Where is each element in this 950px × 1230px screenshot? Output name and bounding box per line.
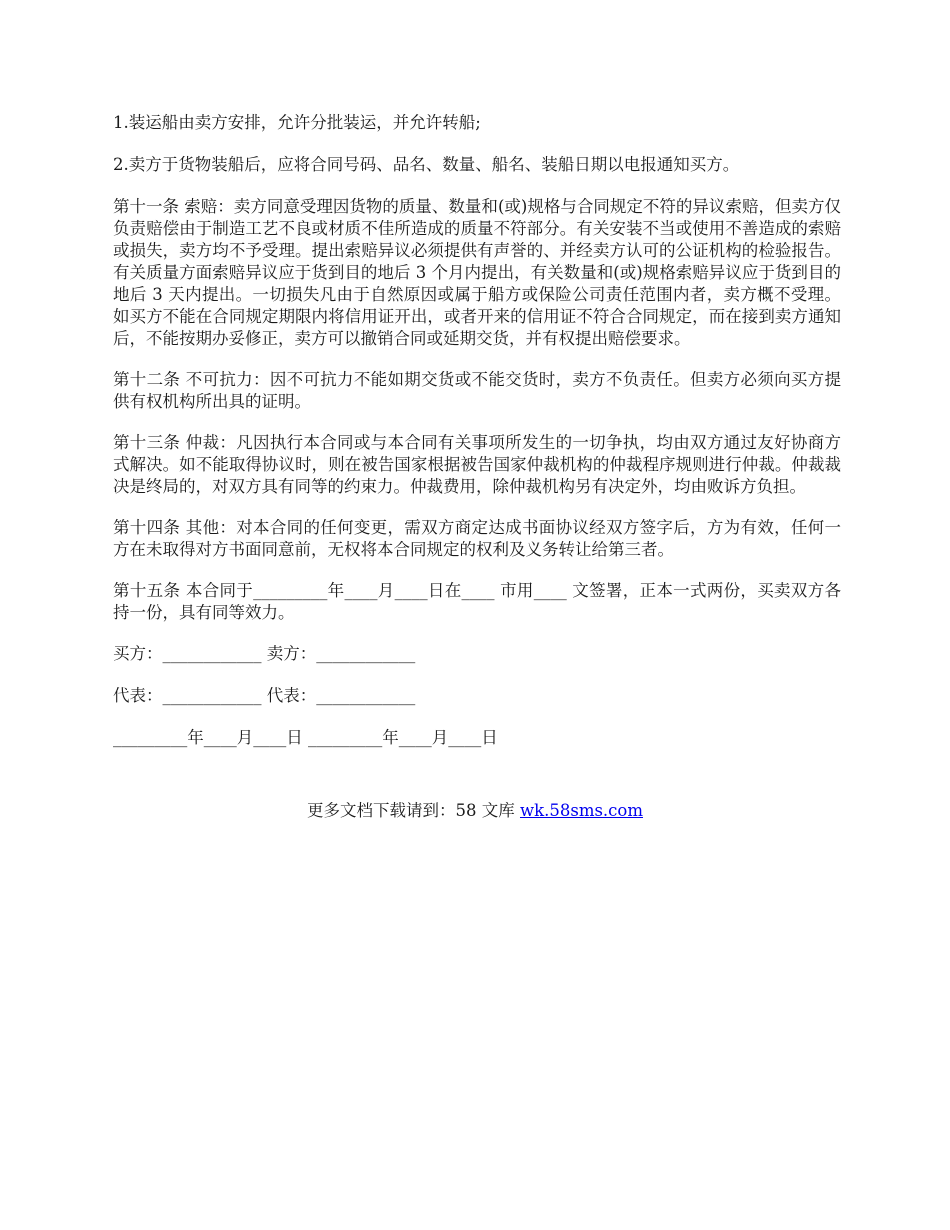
paragraph-article-15-signing: 第十五条 本合同于_________年____月____日在____ 市用____ 文签署，正本一式两份，买卖双方各持一份，具有同等效力。 xyxy=(113,581,841,622)
paragraph-article-11-claims: 第十一条 索赔：卖方同意受理因货物的质量、数量和(或)规格与合同规定不符的异议索赔，但卖方仅负责赔偿由于制造工艺不良或材质不佳所造成的质量不符部分。有关安装不当或使用不善造成的索赔或损失，卖方均不予受理。提出索赔异议必须提供有声誉的、并经卖方认可的公证机构的检验报告。有关质量方面索赔异议应于货到目的地后 3 个月内提出，有关数量和(或)规格索赔异议应于货到目的地后 3 天内提出。一切损失凡由于自然原因或属于船方或保险公司责任范围内者，卖方概不受理。如买方不能在合同规定期限内将信用证开出，或者开来的信用证不符合合同规定，而在接到卖方通知后，不能按期办妥修正，卖方可以撤销合同或延期交货，并有权提出赔偿要求。 xyxy=(113,197,841,348)
footer xyxy=(0,800,950,822)
paragraph-shipment-notice: 2.卖方于货物装船后，应将合同号码、品名、数量、船名、装船日期以电报通知买方。 xyxy=(113,155,740,174)
signature-line-parties: 买方：____________ 卖方：____________ xyxy=(113,644,416,663)
signature-line-representatives: 代表：____________ 代表：____________ xyxy=(113,686,416,705)
signature-line-dates: _________年____月____日 _________年____月____日 xyxy=(113,728,498,747)
paragraph-article-13-arbitration: 第十三条 仲裁：凡因执行本合同或与本合同有关事项所发生的一切争执，均由双方通过友好协商方式解决。如不能取得协议时，则在被告国家根据被告国家仲裁机构的仲裁程序规则进行仲裁。仲裁裁决是终局的，对双方具有同等的约束力。仲裁费用，除仲裁机构另有决定外，均由败诉方负担。 xyxy=(113,433,841,496)
document-body xyxy=(113,112,841,769)
paragraph-shipment-arrangement: 1.装运船由卖方安排，允许分批装运，并允许转船; xyxy=(113,113,481,132)
paragraph-article-12-force-majeure: 第十二条 不可抗力：因不可抗力不能如期交货或不能交货时，卖方不负责任。但卖方必须向买方提供有权机构所出具的证明。 xyxy=(113,370,841,411)
footer-text: 更多文档下载请到：58 文库 xyxy=(306,801,520,820)
paragraph-article-14-other: 第十四条 其他：对本合同的任何变更，需双方商定达成书面协议经双方签字后，方为有效，任何一方在未取得对方书面同意前，无权将本合同规定的权利及义务转让给第三者。 xyxy=(113,518,841,559)
footer-link[interactable]: wk.58sms.com xyxy=(519,801,643,820)
